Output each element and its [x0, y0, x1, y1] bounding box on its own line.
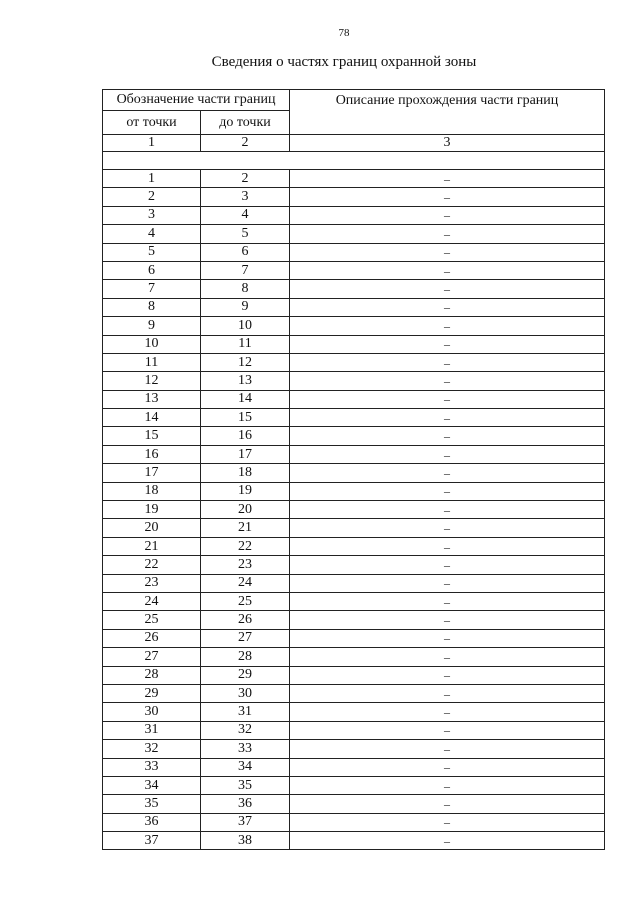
- to-point-cell: 36: [201, 795, 290, 813]
- table-row: [103, 758, 605, 776]
- table-row: [103, 666, 605, 684]
- from-point-cell: 33: [103, 758, 201, 776]
- to-point-cell: 20: [201, 501, 290, 519]
- boundary-parts-table: [102, 89, 605, 850]
- from-point-cell: 16: [103, 445, 201, 463]
- table-row: [103, 519, 605, 537]
- table-row: [103, 501, 605, 519]
- description-cell: –: [290, 537, 605, 555]
- from-point-cell: 18: [103, 482, 201, 500]
- from-point-cell: 5: [103, 243, 201, 261]
- table-row: [103, 243, 605, 261]
- to-point-cell: 31: [201, 703, 290, 721]
- table-body: [103, 170, 605, 850]
- table-row: [103, 629, 605, 647]
- from-point-cell: 15: [103, 427, 201, 445]
- from-point-cell: 6: [103, 261, 201, 279]
- description-cell: –: [290, 648, 605, 666]
- from-point-cell: 22: [103, 556, 201, 574]
- header-from-point: от точки: [103, 111, 201, 135]
- to-point-cell: 21: [201, 519, 290, 537]
- to-point-cell: 30: [201, 684, 290, 702]
- table-row: [103, 188, 605, 206]
- to-point-cell: 14: [201, 390, 290, 408]
- to-point-cell: 11: [201, 335, 290, 353]
- table-row: [103, 832, 605, 850]
- table-row: [103, 574, 605, 592]
- description-cell: –: [290, 482, 605, 500]
- from-point-cell: 36: [103, 813, 201, 831]
- table-row: [103, 170, 605, 188]
- from-point-cell: 10: [103, 335, 201, 353]
- to-point-cell: 13: [201, 372, 290, 390]
- description-cell: –: [290, 519, 605, 537]
- header-boundary-part-designation: Обозначение части границ: [103, 90, 290, 111]
- to-point-cell: 34: [201, 758, 290, 776]
- description-cell: –: [290, 170, 605, 188]
- description-cell: –: [290, 243, 605, 261]
- description-cell: –: [290, 317, 605, 335]
- table-row: [103, 335, 605, 353]
- to-point-cell: 24: [201, 574, 290, 592]
- from-point-cell: 17: [103, 464, 201, 482]
- description-cell: –: [290, 795, 605, 813]
- table-row: [103, 537, 605, 555]
- column-number-2: 2: [201, 135, 290, 152]
- from-point-cell: 30: [103, 703, 201, 721]
- description-cell: –: [290, 776, 605, 794]
- table-row: [103, 317, 605, 335]
- from-point-cell: 24: [103, 592, 201, 610]
- table-row: [103, 721, 605, 739]
- to-point-cell: 12: [201, 353, 290, 371]
- description-cell: –: [290, 409, 605, 427]
- to-point-cell: 8: [201, 280, 290, 298]
- table-row: [103, 372, 605, 390]
- description-cell: –: [290, 445, 605, 463]
- table-row: [103, 648, 605, 666]
- to-point-cell: 35: [201, 776, 290, 794]
- table-row: [103, 464, 605, 482]
- from-point-cell: 29: [103, 684, 201, 702]
- table-row: [103, 556, 605, 574]
- table-row: [103, 813, 605, 831]
- table-row: [103, 353, 605, 371]
- to-point-cell: 3: [201, 188, 290, 206]
- description-cell: –: [290, 372, 605, 390]
- table-row: [103, 409, 605, 427]
- description-cell: –: [290, 464, 605, 482]
- from-point-cell: 12: [103, 372, 201, 390]
- from-point-cell: 9: [103, 317, 201, 335]
- document-title: Сведения о частях границ охранной зоны: [211, 54, 477, 70]
- description-cell: –: [290, 813, 605, 831]
- table-row: [103, 740, 605, 758]
- description-cell: –: [290, 629, 605, 647]
- to-point-cell: 15: [201, 409, 290, 427]
- from-point-cell: 31: [103, 721, 201, 739]
- table-row: [103, 482, 605, 500]
- description-cell: –: [290, 574, 605, 592]
- from-point-cell: 25: [103, 611, 201, 629]
- from-point-cell: 2: [103, 188, 201, 206]
- from-point-cell: 7: [103, 280, 201, 298]
- table-row: [103, 280, 605, 298]
- description-cell: –: [290, 188, 605, 206]
- description-cell: –: [290, 261, 605, 279]
- from-point-cell: 1: [103, 170, 201, 188]
- to-point-cell: 38: [201, 832, 290, 850]
- to-point-cell: 2: [201, 170, 290, 188]
- from-point-cell: 8: [103, 298, 201, 316]
- table-row: [103, 445, 605, 463]
- from-point-cell: 11: [103, 353, 201, 371]
- to-point-cell: 32: [201, 721, 290, 739]
- table-row: [103, 261, 605, 279]
- from-point-cell: 34: [103, 776, 201, 794]
- description-cell: –: [290, 390, 605, 408]
- to-point-cell: 9: [201, 298, 290, 316]
- column-number-1: 1: [103, 135, 201, 152]
- description-cell: –: [290, 501, 605, 519]
- to-point-cell: 29: [201, 666, 290, 684]
- from-point-cell: 28: [103, 666, 201, 684]
- from-point-cell: 3: [103, 206, 201, 224]
- from-point-cell: 26: [103, 629, 201, 647]
- to-point-cell: 7: [201, 261, 290, 279]
- to-point-cell: 27: [201, 629, 290, 647]
- table-row: [103, 684, 605, 702]
- from-point-cell: 23: [103, 574, 201, 592]
- table-row: [103, 225, 605, 243]
- to-point-cell: 25: [201, 592, 290, 610]
- description-cell: –: [290, 721, 605, 739]
- to-point-cell: 4: [201, 206, 290, 224]
- table-row: [103, 776, 605, 794]
- table-row: [103, 795, 605, 813]
- description-cell: –: [290, 556, 605, 574]
- to-point-cell: 28: [201, 648, 290, 666]
- table-row: [103, 206, 605, 224]
- description-cell: –: [290, 592, 605, 610]
- description-cell: –: [290, 740, 605, 758]
- from-point-cell: 37: [103, 832, 201, 850]
- description-cell: –: [290, 703, 605, 721]
- to-point-cell: 19: [201, 482, 290, 500]
- description-cell: –: [290, 298, 605, 316]
- from-point-cell: 27: [103, 648, 201, 666]
- description-cell: –: [290, 611, 605, 629]
- from-point-cell: 21: [103, 537, 201, 555]
- table-row: [103, 390, 605, 408]
- to-point-cell: 26: [201, 611, 290, 629]
- description-cell: –: [290, 684, 605, 702]
- to-point-cell: 16: [201, 427, 290, 445]
- header-description: Описание прохождения части границ: [290, 90, 605, 135]
- to-point-cell: 23: [201, 556, 290, 574]
- description-cell: –: [290, 427, 605, 445]
- to-point-cell: 6: [201, 243, 290, 261]
- from-point-cell: 4: [103, 225, 201, 243]
- table-row: [103, 592, 605, 610]
- from-point-cell: 14: [103, 409, 201, 427]
- table-row: [103, 298, 605, 316]
- description-cell: –: [290, 280, 605, 298]
- to-point-cell: 17: [201, 445, 290, 463]
- table-row: [103, 427, 605, 445]
- table-row: [103, 611, 605, 629]
- from-point-cell: 35: [103, 795, 201, 813]
- to-point-cell: 18: [201, 464, 290, 482]
- to-point-cell: 22: [201, 537, 290, 555]
- description-cell: –: [290, 832, 605, 850]
- column-number-3: 3: [290, 135, 605, 152]
- description-cell: –: [290, 353, 605, 371]
- to-point-cell: 5: [201, 225, 290, 243]
- from-point-cell: 20: [103, 519, 201, 537]
- to-point-cell: 37: [201, 813, 290, 831]
- from-point-cell: 13: [103, 390, 201, 408]
- to-point-cell: 33: [201, 740, 290, 758]
- description-cell: –: [290, 666, 605, 684]
- description-cell: –: [290, 758, 605, 776]
- to-point-cell: 10: [201, 317, 290, 335]
- empty-row: [103, 152, 605, 170]
- description-cell: –: [290, 225, 605, 243]
- page-number: 78: [338, 27, 350, 39]
- table-row: [103, 703, 605, 721]
- header-to-point: до точки: [201, 111, 290, 135]
- from-point-cell: 19: [103, 501, 201, 519]
- description-cell: –: [290, 206, 605, 224]
- description-cell: –: [290, 335, 605, 353]
- from-point-cell: 32: [103, 740, 201, 758]
